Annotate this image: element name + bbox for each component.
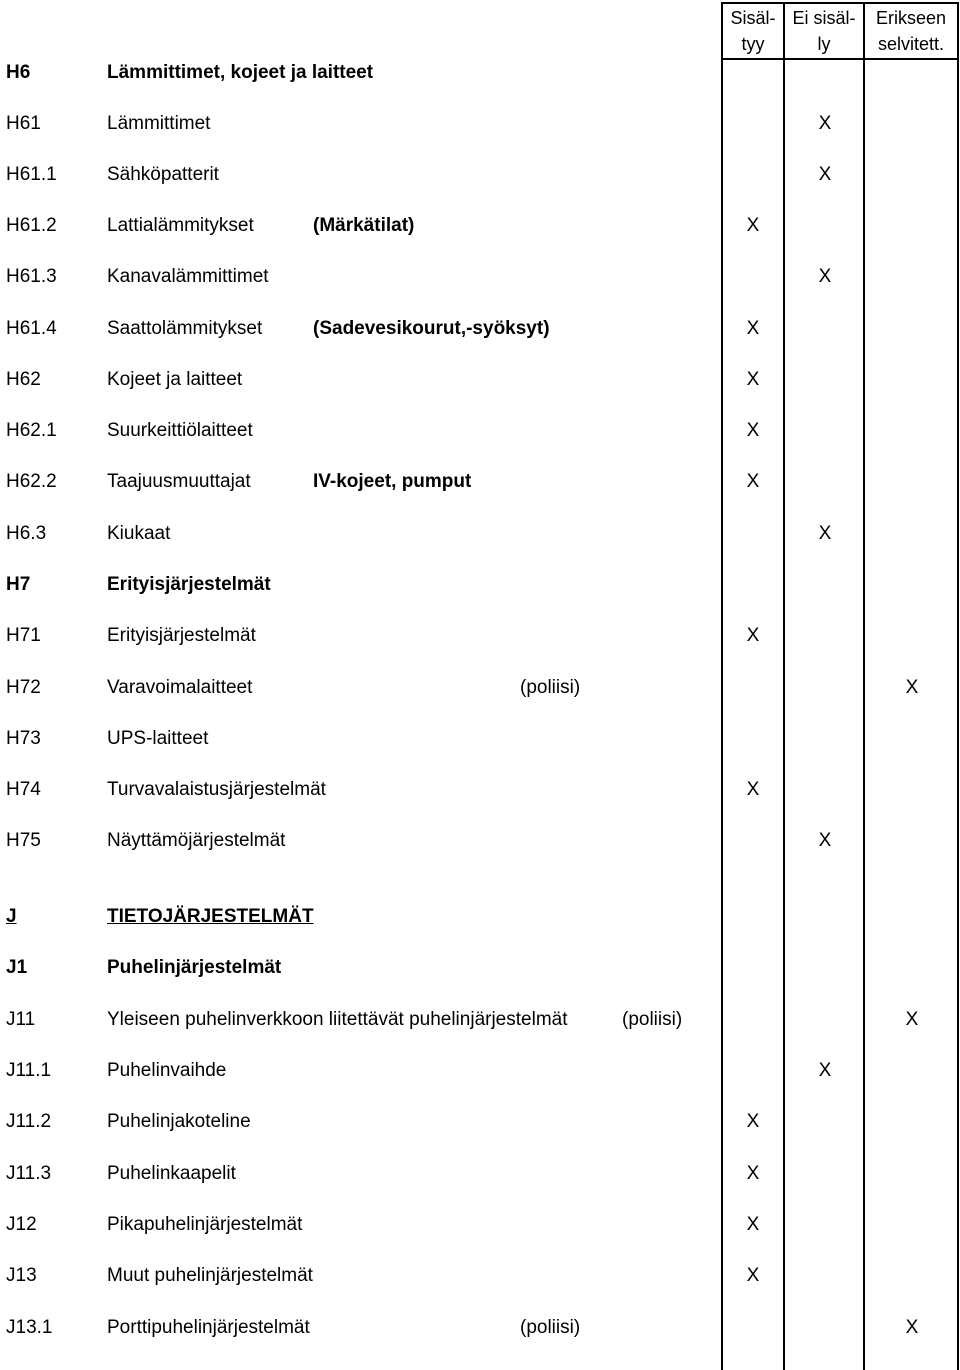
table-row: [0, 1060, 960, 1086]
item-code: H61.3: [6, 266, 57, 287]
check-mark: X: [818, 113, 832, 134]
item-code: H61.1: [6, 164, 57, 185]
item-code: H61.2: [6, 215, 57, 236]
item-code: H62.2: [6, 471, 57, 492]
check-mark: X: [746, 779, 760, 800]
item-note: (poliisi): [622, 1009, 683, 1030]
table-row: [0, 62, 960, 88]
item-code: J11.2: [6, 1111, 52, 1132]
item-label: Lämmittimet, kojeet ja laitteet: [107, 62, 374, 83]
table-row: [0, 574, 960, 600]
item-code: H71: [6, 625, 41, 646]
item-code: H61.4: [6, 318, 57, 339]
table-row: [0, 471, 960, 497]
table-row: [0, 1265, 960, 1291]
item-note: (poliisi): [520, 677, 581, 698]
table-row: [0, 113, 960, 139]
item-label: Näyttämöjärjestelmät: [107, 830, 286, 851]
item-label: Kanavalämmittimet: [107, 266, 269, 287]
column-header-separately-line1: Erikseen: [875, 8, 947, 28]
item-code: H74: [6, 779, 41, 800]
check-mark: X: [818, 266, 832, 287]
item-note: (poliisi): [520, 1317, 581, 1338]
column-header-separately-line2: selvitett.: [877, 34, 945, 54]
item-label: Porttipuhelinjärjestelmät: [107, 1317, 310, 1338]
table-row: [0, 728, 960, 754]
check-mark: X: [746, 215, 760, 236]
table-row: [0, 266, 960, 292]
table-row: [0, 1317, 960, 1343]
check-mark: X: [746, 471, 760, 492]
table-row: [0, 420, 960, 446]
table-row: [0, 677, 960, 703]
check-mark: X: [746, 625, 760, 646]
item-label: Yleiseen puhelinverkkoon liitettävät puhelinjärjestelmät: [107, 1009, 568, 1030]
item-label: Erityisjärjestelmät: [107, 625, 256, 646]
table-row: [0, 1214, 960, 1240]
item-code: J11.1: [6, 1060, 52, 1081]
item-label: Puhelinjärjestelmät: [107, 957, 282, 978]
item-label: Suurkeittiölaitteet: [107, 420, 253, 441]
column-header-included-line1: Sisäl-: [730, 8, 776, 28]
check-mark: X: [746, 1111, 760, 1132]
check-mark: X: [818, 164, 832, 185]
check-mark: X: [746, 369, 760, 390]
item-note: IV-kojeet, pumput: [313, 471, 472, 492]
item-label: Puhelinvaihde: [107, 1060, 227, 1081]
item-code: J13: [6, 1265, 37, 1286]
item-label: Lämmittimet: [107, 113, 211, 134]
table-row: [0, 1009, 960, 1035]
check-mark: X: [818, 830, 832, 851]
check-mark: X: [746, 1163, 760, 1184]
item-label: Saattolämmitykset: [107, 318, 263, 339]
item-code: J11: [6, 1009, 36, 1030]
item-code: J13.1: [6, 1317, 53, 1338]
item-code: J11.3: [6, 1163, 52, 1184]
item-code: H7: [6, 574, 31, 595]
check-mark: X: [818, 523, 832, 544]
check-mark: X: [746, 420, 760, 441]
item-label: Muut puhelinjärjestelmät: [107, 1265, 313, 1286]
item-code: H72: [6, 677, 41, 698]
item-label: Lattialämmitykset: [107, 215, 254, 236]
check-mark: X: [746, 1214, 760, 1235]
column-header-included: [721, 2, 785, 60]
column-header-separately: [863, 2, 959, 60]
item-label: Varavoimalaitteet: [107, 677, 253, 698]
table-row: [0, 1111, 960, 1137]
table-row: [0, 957, 960, 983]
table-row: [0, 1163, 960, 1189]
check-mark: X: [905, 1009, 919, 1030]
table-row: [0, 369, 960, 395]
item-code: J12: [6, 1214, 37, 1235]
table-row: [0, 779, 960, 805]
table-row: [0, 830, 960, 856]
table-row: [0, 215, 960, 241]
item-label: Sähköpatterit: [107, 164, 219, 185]
table-row: [0, 523, 960, 549]
item-code: H73: [6, 728, 41, 749]
table-row: [0, 318, 960, 344]
check-mark: X: [818, 1060, 832, 1081]
item-label: Taajuusmuuttajat: [107, 471, 251, 492]
item-code: H6: [6, 62, 31, 83]
item-code: H62: [6, 369, 41, 390]
column-header-included-line2: tyy: [741, 34, 765, 54]
item-label: TIETOJÄRJESTELMÄT: [107, 906, 314, 927]
column-header-not-included: [783, 2, 865, 60]
table-row: [0, 625, 960, 651]
item-code: H61: [6, 113, 41, 134]
table-row: [0, 164, 960, 190]
check-mark: X: [746, 1265, 760, 1286]
item-label: Kiukaat: [107, 523, 171, 544]
item-code: J: [6, 906, 17, 927]
item-note: (Sadevesikourut,-syöksyt): [313, 318, 550, 339]
column-header-not-included-line1: Ei sisäl-: [792, 8, 856, 28]
check-mark: X: [746, 318, 760, 339]
item-code: J1: [6, 957, 28, 978]
check-mark: X: [905, 677, 919, 698]
item-code: H6.3: [6, 523, 47, 544]
column-header-not-included-line2: ly: [817, 34, 831, 54]
table-row: [0, 906, 960, 932]
item-label: Pikapuhelinjärjestelmät: [107, 1214, 303, 1235]
item-label: UPS-laitteet: [107, 728, 209, 749]
item-code: H75: [6, 830, 41, 851]
item-label: Puhelinkaapelit: [107, 1163, 236, 1184]
item-label: Erityisjärjestelmät: [107, 574, 271, 595]
check-mark: X: [905, 1317, 919, 1338]
item-code: H62.1: [6, 420, 57, 441]
item-note: (Märkätilat): [313, 215, 415, 236]
item-label: Turvavalaistusjärjestelmät: [107, 779, 326, 800]
item-label: Kojeet ja laitteet: [107, 369, 243, 390]
item-label: Puhelinjakoteline: [107, 1111, 251, 1132]
